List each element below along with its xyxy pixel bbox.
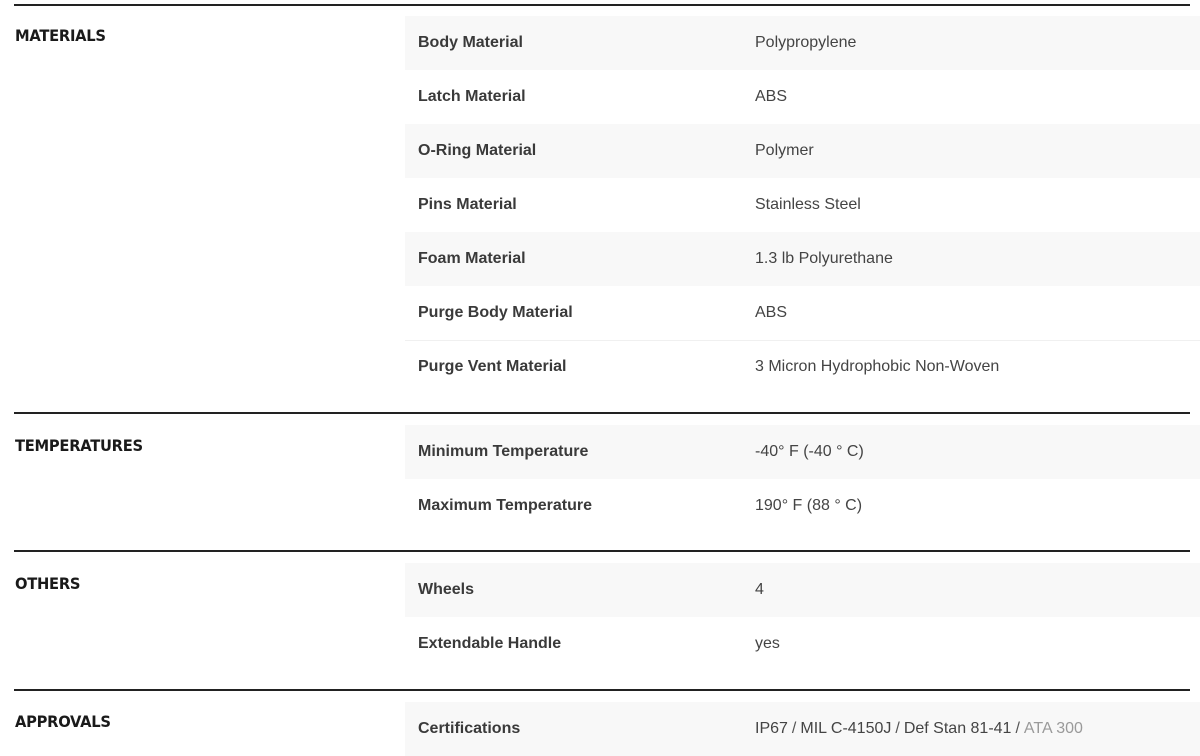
spec-value: 190° F (88 ° C) <box>755 497 863 514</box>
spec-row-purge-body-material <box>405 286 1200 341</box>
spec-label: Body Material <box>418 34 523 51</box>
spec-label: Pins Material <box>418 196 517 213</box>
spec-label: Purge Body Material <box>418 304 573 321</box>
certification-item: ATA 300 <box>1023 720 1083 737</box>
spec-label: O-Ring Material <box>418 142 537 159</box>
certification-separator: / <box>1015 720 1020 737</box>
section-title-others: OTHERS <box>15 574 81 593</box>
spec-row-foam-material <box>405 232 1200 286</box>
section-divider <box>14 412 1190 414</box>
certification-item: MIL C-4150J <box>800 720 892 737</box>
spec-row-extendable-handle <box>405 617 1200 671</box>
section-title-temperatures: TEMPERATURES <box>15 436 143 455</box>
spec-value: 3 Micron Hydrophobic Non-Woven <box>755 358 1000 375</box>
spec-value: -40° F (-40 ° C) <box>755 443 864 460</box>
spec-value: 4 <box>755 581 764 598</box>
certification-item: IP67 <box>755 720 788 737</box>
spec-row-pins-material <box>405 178 1200 233</box>
spec-label: Certifications <box>418 720 521 737</box>
spec-value: Polymer <box>755 142 814 159</box>
certification-item: Def Stan 81-41 <box>903 720 1012 737</box>
spec-value: Stainless Steel <box>755 196 861 213</box>
spec-label: Extendable Handle <box>418 635 562 652</box>
section-divider <box>14 4 1190 6</box>
spec-value: Polypropylene <box>755 34 857 51</box>
spec-value: ABS <box>755 304 788 321</box>
spec-row-certifications <box>405 702 1200 756</box>
certification-separator: / <box>791 720 797 737</box>
spec-value: ABS <box>755 88 788 105</box>
spec-label: Latch Material <box>418 88 526 105</box>
spec-row-o-ring-material <box>405 124 1200 178</box>
spec-row-maximum-temperature <box>405 479 1200 533</box>
section-divider <box>14 550 1190 552</box>
spec-row-latch-material <box>405 70 1200 125</box>
section-title-materials: MATERIALS <box>15 26 106 45</box>
spec-value: yes <box>755 635 780 652</box>
spec-label: Foam Material <box>418 250 526 267</box>
spec-row-purge-vent-material <box>405 340 1200 394</box>
spec-label: Purge Vent Material <box>418 358 567 375</box>
certifications-list <box>755 720 1083 738</box>
spec-value: 1.3 lb Polyurethane <box>755 250 893 267</box>
spec-row-wheels <box>405 563 1200 617</box>
spec-row-body-material <box>405 16 1200 70</box>
section-title-approvals: APPROVALS <box>15 712 111 731</box>
section-divider <box>14 689 1190 691</box>
spec-label: Wheels <box>418 581 475 598</box>
spec-row-minimum-temperature <box>405 425 1200 479</box>
spec-label: Minimum Temperature <box>418 443 589 460</box>
certification-separator: / <box>895 720 900 737</box>
spec-label: Maximum Temperature <box>418 497 592 514</box>
